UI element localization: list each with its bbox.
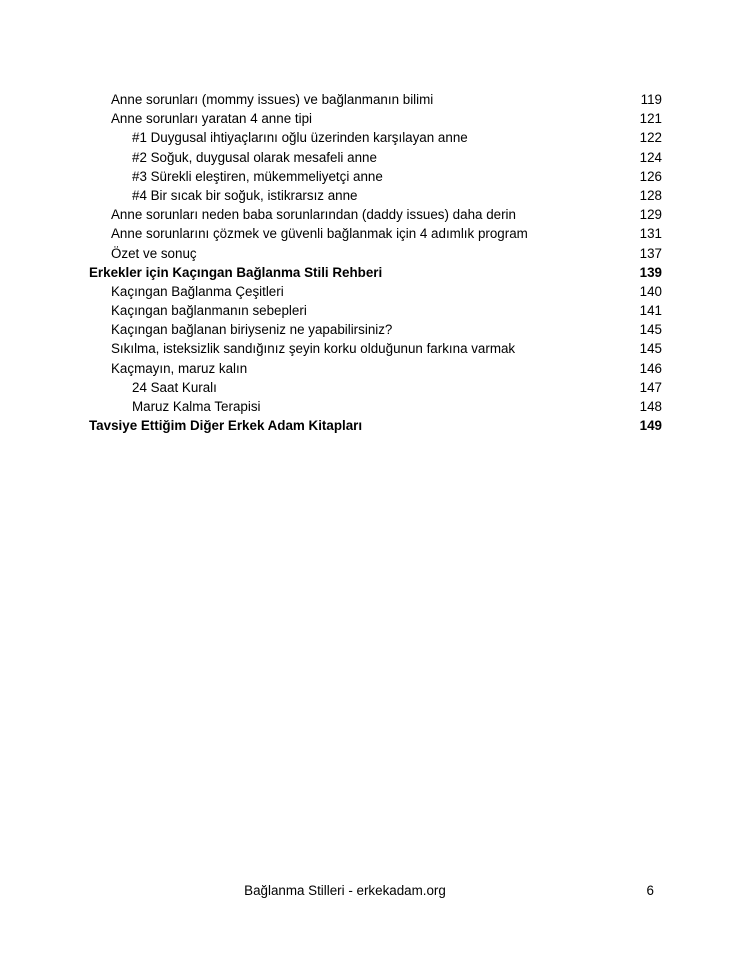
toc-entry-title: Kaçıngan Bağlanma Çeşitleri	[111, 283, 284, 299]
toc-chapter-entry[interactable]	[89, 263, 662, 282]
toc-chapter-entry[interactable]	[89, 416, 662, 435]
toc-entry-title: Kaçmayın, maruz kalın	[111, 360, 248, 376]
toc-entry[interactable]	[89, 301, 662, 320]
table-of-contents	[89, 90, 662, 435]
toc-entry[interactable]	[89, 244, 662, 263]
toc-entry-title: Erkekler için Kaçıngan Bağlanma Stili Rehberi	[89, 264, 383, 280]
toc-entry[interactable]	[89, 109, 662, 128]
toc-entry-title: #2 Soğuk, duygusal olarak mesafeli anne	[132, 149, 377, 165]
toc-entry-page: 141	[639, 303, 662, 319]
toc-entry-page: 147	[639, 379, 662, 395]
toc-entry[interactable]	[89, 148, 662, 167]
toc-entry-title: #1 Duygusal ihtiyaçlarını oğlu üzerinden karşılayan anne	[132, 130, 468, 146]
toc-entry-page: 128	[639, 187, 662, 203]
toc-entry[interactable]	[89, 359, 662, 378]
toc-entry-title: Sıkılma, isteksizlik sandığınız şeyin korku olduğunun farkına varmak	[111, 341, 516, 357]
page-footer	[0, 880, 750, 902]
page-number: 6	[646, 883, 654, 898]
footer-text: Bağlanma Stilleri - erkekadam.org	[244, 883, 446, 898]
toc-entry-title: Özet ve sonuç	[111, 245, 197, 261]
toc-entry[interactable]	[89, 128, 662, 147]
toc-entry-page: 121	[639, 111, 662, 127]
toc-entry-page: 119	[640, 92, 662, 107]
toc-entry-page: 129	[639, 207, 662, 223]
toc-entry-page: 137	[639, 245, 662, 261]
toc-entry-page: 131	[639, 226, 662, 242]
toc-entry-page: 126	[639, 168, 662, 184]
toc-entry[interactable]	[89, 205, 662, 224]
toc-entry[interactable]	[89, 167, 662, 186]
toc-entry-title: Tavsiye Ettiğim Diğer Erkek Adam Kitapları	[89, 418, 363, 434]
toc-entry-title: Maruz Kalma Terapisi	[132, 399, 261, 414]
toc-entry-page: 148	[639, 399, 662, 414]
toc-entry[interactable]	[89, 90, 662, 109]
toc-entry-title: Kaçıngan bağlanan biriyseniz ne yapabilirsiniz?	[111, 322, 393, 338]
toc-entry-title: Anne sorunları neden baba sorunlarından (daddy issues) daha derin	[111, 207, 516, 223]
toc-entry-page: 145	[639, 322, 662, 338]
toc-entry-title: 24 Saat Kuralı	[132, 379, 217, 395]
toc-entry-page: 122	[639, 130, 662, 146]
toc-entry[interactable]	[89, 320, 662, 339]
toc-entry-title: Kaçıngan bağlanmanın sebepleri	[111, 303, 307, 319]
toc-entry[interactable]	[89, 378, 662, 397]
toc-entry[interactable]	[89, 224, 662, 243]
toc-entry-page: 149	[639, 418, 662, 434]
toc-entry[interactable]	[89, 186, 662, 205]
toc-entry-title: #3 Sürekli eleştiren, mükemmeliyetçi anne	[132, 168, 383, 184]
toc-entry[interactable]	[89, 397, 662, 416]
toc-entry-title: Anne sorunlarını çözmek ve güvenli bağlanmak için 4 adımlık program	[111, 226, 528, 242]
toc-entry[interactable]	[89, 339, 662, 358]
toc-entry-page: 124	[639, 149, 662, 165]
toc-entry-page: 140	[639, 283, 662, 299]
toc-entry-page: 145	[639, 341, 662, 357]
toc-entry-title: Anne sorunları yaratan 4 anne tipi	[111, 111, 312, 127]
toc-entry-title: Anne sorunları (mommy issues) ve bağlanmanın bilimi	[111, 92, 434, 107]
toc-entry-page: 146	[639, 360, 662, 376]
toc-entry[interactable]	[89, 282, 662, 301]
toc-entry-title: #4 Bir sıcak bir soğuk, istikrarsız anne	[132, 187, 358, 203]
toc-entry-page: 139	[639, 264, 662, 280]
